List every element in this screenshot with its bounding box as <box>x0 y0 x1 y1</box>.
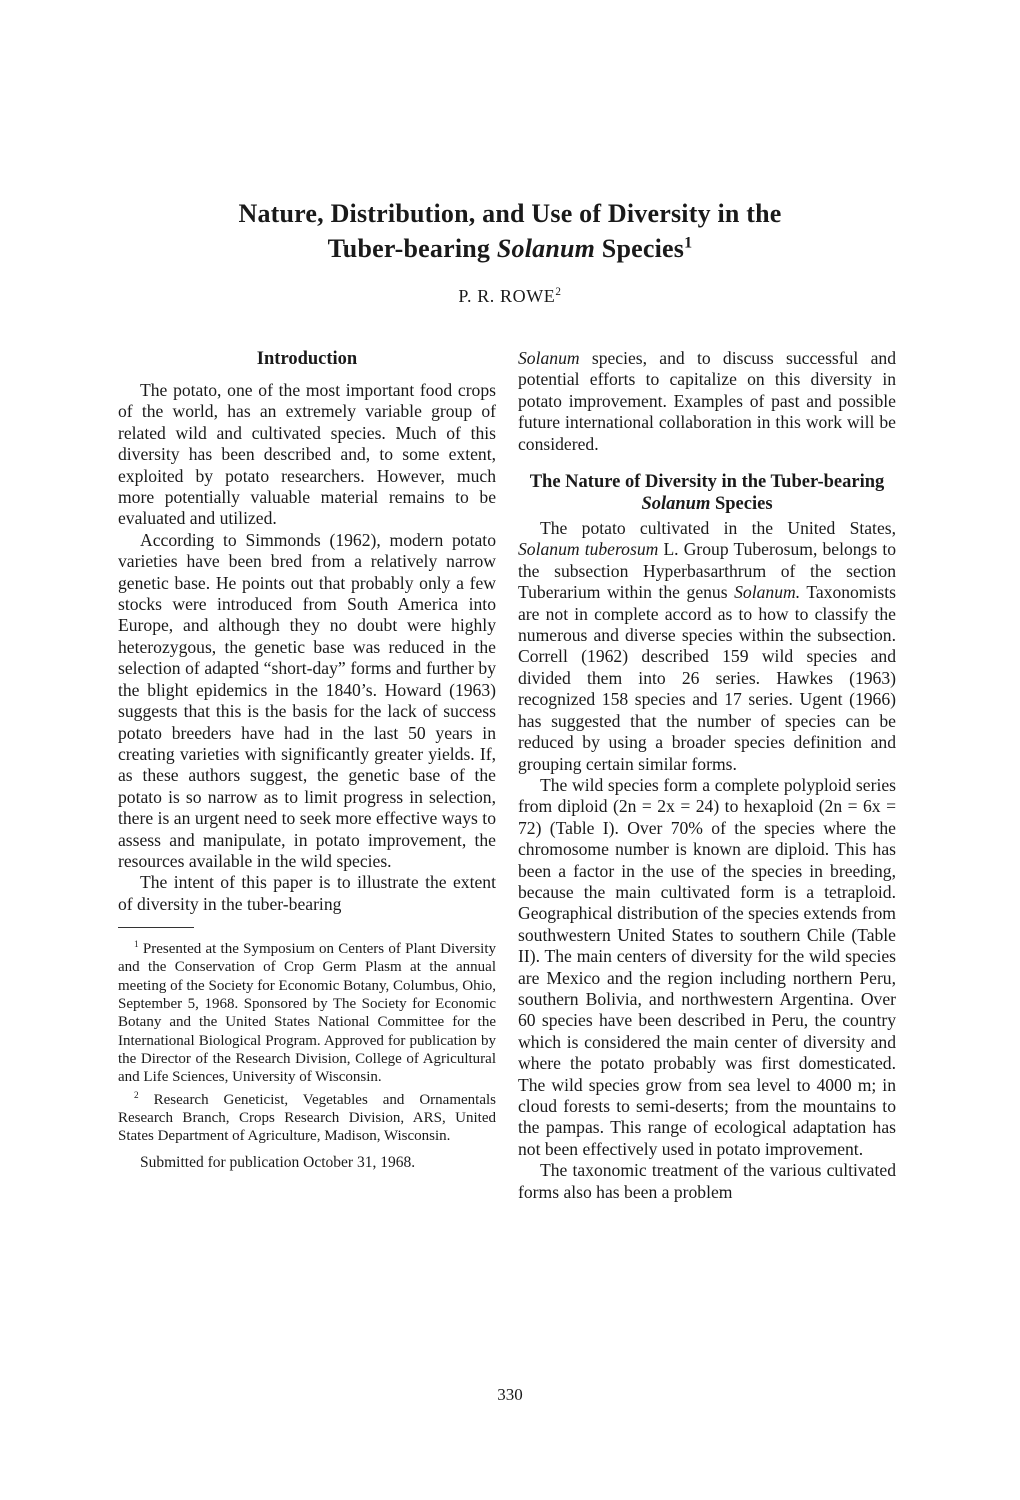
p1-part-c: L. Group Tuberosum, belongs to the subsection Hyperbasarthrum of the section Tuberarium within the genus <box>518 539 897 603</box>
author-name: P. R. ROWE <box>458 286 556 306</box>
section-heading-nature-of-diversity <box>518 471 896 515</box>
right-column <box>518 348 896 1203</box>
diversity-paragraph-1 <box>518 518 896 775</box>
title-line-1: Nature, Distribution, and Use of Diversity in the <box>238 199 782 228</box>
continuation-italic-genus: Solanum <box>518 348 580 368</box>
section-heading-prefix: The Nature of Diversity in the Tuber-bearing <box>529 472 885 493</box>
title-footnote-mark: 1 <box>684 234 693 252</box>
p1-part-a: The potato cultivated in the United States, <box>540 518 896 539</box>
title-line-2 <box>100 231 920 266</box>
continuation-text: species, and to discuss successful and potential efforts to capitalize on this diversity in potato improvement. Examples of past and possible future international collaboration in this work will be considered. <box>518 348 896 454</box>
p1-species-name: Solanum tuberosum <box>518 539 659 560</box>
submitted-date: Submitted for publication October 31, 1968. <box>140 1154 416 1172</box>
footnote-divider <box>118 927 194 928</box>
introduction-heading: Introduction <box>256 349 358 369</box>
page-number: 330 <box>497 1385 523 1404</box>
footnote-1-text: Presented at the Symposium on Centers of Plant Diversity and the Conservation of Crop Germ Plasm at the annual meeting of the Society for Economic Botany, Columbus, Ohio, September 5, 1968. Sponsored by The Society for Economic Botany and the United States National Committee for the International Biological Program. Approved for publication by the Director of the Research Division, College of Agricultural and Life Sciences, University of Wisconsin. <box>118 941 497 1086</box>
intro-paragraph-1: The potato, one of the most important food crops of the world, has an extremely variable group of related wild and cultivated species. Much of this diversity has been described and, to some extent, exploited by potato researchers. However, much more potentially valuable material remains to be evaluated and utilized. <box>118 380 496 529</box>
author-byline <box>100 286 920 307</box>
diversity-paragraph-2: The wild species form a complete polyploid series from diploid (2n = 2x = 24) to hexaploid (2n = 6x = 72) (Table I). Over 70% of the species where the chromosome number is known are diploid. This has been a factor in the use of the species in breeding, because the main cultivated form is a tetraploid. Geographical distribution of the species extends from southwestern United States to southern Chile (Table II). The main centers of diversity for the wild species are Mexico and the region including northern Peru, southern Bolivia, and northwestern Argentina. Over 60 species have been described in Peru, the country which is considered the main center of diversity and where the potato probably was first domesticated. The wild species grow from sea level to 4000 m; in cloud forests to semi-deserts; from the mountains to the pampas. This range of ecological adaptation has not been effectively used in potato improvement. <box>518 774 896 1159</box>
intro-paragraph-2: According to Simmonds (1962), modern potato varieties have been bred from a relatively narrow genetic base. He points out that probably only a few stocks were introduced from South America into Europe, and although they no doubt were highly heterozygous, the genetic base was reduced in the selection of adapted “short-day” forms and further by the blight epidemics in the 1840’s. Howard (1963) suggests that this is the basis for the lack of success potato breeders have had in the last 50 years in creating varieties with significantly greater yields. If, as these authors suggest, the genetic base of the potato is so narrow as to limit progress in selection, there is an urgent need to seek more effective ways to assess and manipulate, in potato improvement, the resources available in the wild species. <box>118 529 496 871</box>
intro-paragraph-3: The intent of this paper is to illustrate the extent of diversity in the tuber-bearing <box>118 872 496 914</box>
title-prefix: Tuber-bearing <box>327 234 497 263</box>
p1-part-e: Taxonomists are not in complete accord as to how to classify the numerous and diverse species within the subsection. Correll (1962) described 159 wild species and divided them into 26 series. Hawkes (1963) recognized 158 species and 17 series. Ugent (1966) has suggested that the number of species can be reduced by using a broader species definition and grouping certain similar forms. <box>518 582 897 774</box>
section-heading-suffix: Species <box>710 494 773 515</box>
footnote-2-mark: 2 <box>134 1090 139 1101</box>
left-column <box>118 348 496 1172</box>
title-italic-genus: Solanum <box>496 234 596 263</box>
footnote-2-text: Research Geneticist, Vegetables and Ornamentals Research Branch, Crops Research Division, ARS, United States Department of Agriculture, Madison, Wisconsin. <box>118 1091 496 1145</box>
section-heading-italic: Solanum <box>641 494 711 515</box>
footnote-1 <box>118 940 496 1086</box>
footnote-1-mark: 1 <box>134 940 139 951</box>
intro-continuation <box>518 348 896 455</box>
diversity-paragraph-3: The taxonomic treatment of the various cultivated forms also has been a problem <box>518 1160 896 1202</box>
p1-genus-name: Solanum. <box>734 582 801 603</box>
footnote-2 <box>118 1091 496 1146</box>
author-footnote-mark: 2 <box>555 286 562 298</box>
title-suffix: Species <box>595 234 685 263</box>
paper-title <box>100 196 920 266</box>
